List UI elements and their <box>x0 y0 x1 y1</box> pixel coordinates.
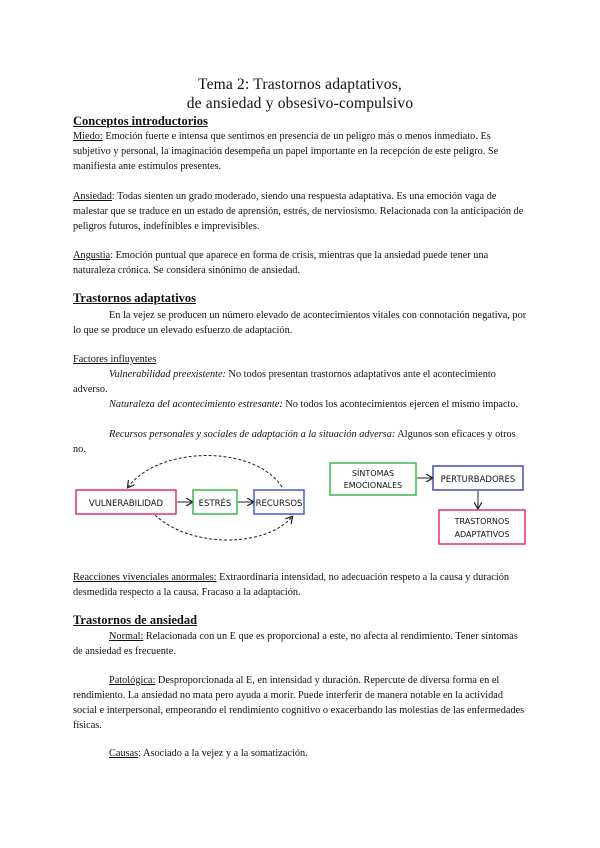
text-vulnerabilidad: No todos presentan trastornos adaptativos ante el acontecimiento adverso. <box>73 369 496 395</box>
arc-top <box>128 456 282 488</box>
heading-ansiedad: Trastornos de ansiedad <box>73 613 198 627</box>
label-estres: ESTRÉS <box>198 499 232 509</box>
label-trastornos-2: ADAPTATIVOS <box>454 530 510 539</box>
term-recursos: Recursos personales y sociales de adaptación a la situación adversa: <box>109 429 396 440</box>
diagram-left <box>76 456 304 541</box>
paragraph-adaptativos-intro: En la vejez se producen un número elevado de acontecimientos vitales con connotación negativa, por lo que se produce un elevado esfuerzo de adaptación. <box>73 310 527 336</box>
text-normal: Relacionada con un E que es proporcional a este, no afecta al rendimiento. Tener síntomas de ansiedad es frecuente. <box>73 631 518 657</box>
text-patologica: Desproporcionada al E, en intensidad y duración. Repercute de diversa forma en el rendimiento. La ansiedad no mata pero ayuda a morir. Puede interferir de manera notable en la actividad social e interpersonal, empeorando el rendimiento cognitivo o exacerbando las molestias de las enfermedades físicas. <box>73 675 525 731</box>
term-causas: Causas <box>109 748 139 759</box>
paragraph-causas <box>73 746 529 761</box>
paragraph-reacciones <box>73 570 529 600</box>
term-vulnerabilidad: Vulnerabilidad preexistente: <box>109 369 226 380</box>
term-normal: Normal: <box>109 631 144 642</box>
paragraph-normal <box>73 629 529 659</box>
text-naturaleza: No todos los acontecimientos ejercen el mismo impacto. <box>282 399 519 410</box>
heading-adaptativos: Trastornos adaptativos <box>73 291 197 305</box>
text-angustia: : Emoción puntual que aparece en forma de crisis, mientras que la ansiedad puede tener una naturaleza crónica. Se considera sinónimo de ansiedad. <box>73 250 489 276</box>
title-line-1: Tema 2: Trastornos adaptativos, <box>197 76 402 93</box>
term-reacciones: Reacciones vivenciales anormales: <box>73 572 217 583</box>
label-recursos: RECURSOS <box>255 499 303 509</box>
text-miedo: Emoción fuerte e intensa que sentimos en presencia de un peligro más o menos inmediato. Es subjetivo y personal, la imaginación desempeña un papel importante en la recepción de este peligro. Se manifiesta ante estímulos presentes. <box>73 131 499 172</box>
term-patologica: Patológica: <box>109 675 156 686</box>
title-line-2: de ansiedad y obsesivo-compulsivo <box>186 95 414 112</box>
label-perturbadores: PERTURBADORES <box>440 475 516 485</box>
box-sintomas <box>330 463 416 495</box>
label-sintomas-1: SÍNTOMAS <box>351 469 395 478</box>
paragraph-patologica <box>73 673 529 733</box>
diagram-right <box>330 463 525 544</box>
text-ansiedad: : Todas sienten un grado moderado, siendo una respuesta adaptativa. Es una emoción vaga de malestar que se traduce en un estado de aprensión, estrés, de nerviosismo. Relacionada con la anticipación de peligros futuros, indefinibles e imprevisibles. <box>73 191 524 232</box>
text-causas: : Asociado a la vejez y a la somatización. <box>138 748 308 759</box>
label-sintomas-2: EMOCIONALES <box>343 481 403 490</box>
heading-factores: Factores influyentes <box>73 354 157 365</box>
label-vulnerabilidad: VULNERABILIDAD <box>88 499 164 509</box>
arc-bottom <box>155 515 292 540</box>
text-reacciones: Extraordinaria intensidad, no adecuación respeto a la causa y duración desmedida respecto a la causa. Fracaso a la adaptación. <box>73 572 510 598</box>
text-recursos: Algunos son eficaces y otros no. <box>73 429 516 455</box>
label-trastornos-1: TRASTORNOS <box>454 517 510 526</box>
term-naturaleza: Naturaleza del acontecimiento estresante: <box>109 399 283 410</box>
term-angustia: Angustia <box>73 250 111 261</box>
heading-conceptos: Conceptos introductorios <box>73 114 208 128</box>
term-miedo: Miedo: <box>73 131 103 142</box>
term-ansiedad: Ansiedad <box>73 191 112 202</box>
